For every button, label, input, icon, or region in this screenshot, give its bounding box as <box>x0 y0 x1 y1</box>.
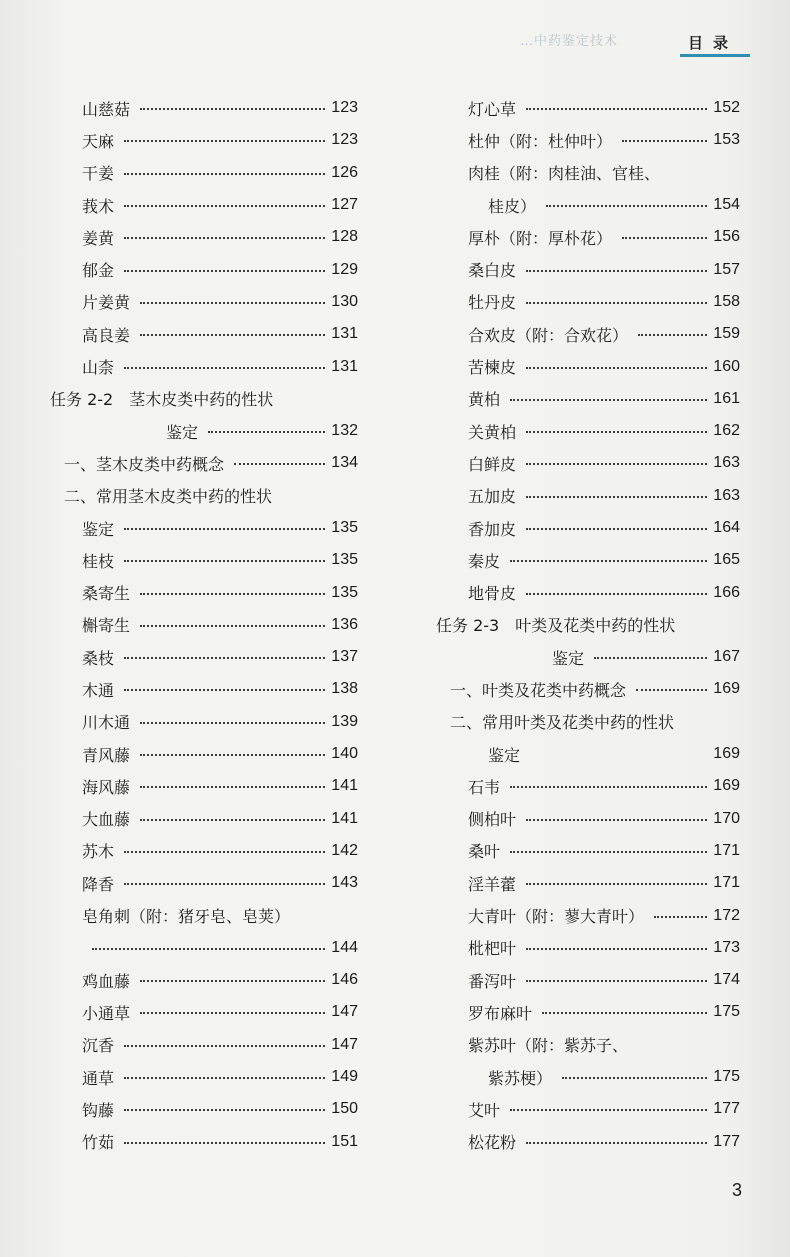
dot-leader <box>526 528 707 530</box>
toc-entry <box>436 964 740 996</box>
toc-entry <box>50 641 358 673</box>
running-header <box>520 26 770 62</box>
toc-entry <box>436 1029 740 1061</box>
toc-entry-title: 青风藤 <box>82 745 131 765</box>
toc-entry-title: 地骨皮 <box>468 584 517 604</box>
toc-entry-title: 厚朴（附：厚朴花） <box>468 228 613 248</box>
toc-entry <box>436 221 740 253</box>
toc-entry-title: 杜仲（附：杜仲叶） <box>468 131 613 151</box>
toc-entry <box>436 447 740 479</box>
toc-entry <box>50 964 358 996</box>
toc-entry-title: 鉴定 <box>82 519 115 539</box>
toc-entry <box>436 706 740 738</box>
dot-leader <box>510 1109 707 1111</box>
toc-entry <box>436 286 740 318</box>
toc-entry-title: 五加皮 <box>468 487 517 507</box>
dot-leader <box>594 657 707 659</box>
toc-entry <box>50 1029 358 1061</box>
toc-entry-title: 槲寄生 <box>82 616 131 636</box>
dot-leader <box>140 593 325 595</box>
toc-entry <box>50 996 358 1028</box>
toc-entry <box>50 770 358 802</box>
toc-entry-page: 153 <box>713 131 740 149</box>
toc-entry-page: 142 <box>331 841 358 859</box>
toc-entry-page: 128 <box>331 228 358 246</box>
toc-entry-page: 130 <box>331 292 358 310</box>
toc-entry-title: 一、茎木皮类中药概念 <box>64 454 225 474</box>
toc-entry-title: 关黄柏 <box>468 422 517 442</box>
toc-entry-title: 小通草 <box>82 1003 131 1023</box>
toc-entry <box>436 415 740 447</box>
toc-entry-page: 129 <box>331 260 358 278</box>
toc-entry-title: 沉香 <box>82 1036 115 1056</box>
toc-entry <box>436 738 740 770</box>
toc-entry-page: 134 <box>331 454 358 472</box>
dot-leader <box>526 302 707 304</box>
dot-leader <box>124 689 325 691</box>
dot-leader <box>124 1142 325 1144</box>
toc-entry-page: 151 <box>331 1132 358 1150</box>
toc-entry <box>50 673 358 705</box>
toc-entry-title: 大血藤 <box>82 810 131 830</box>
toc-entry-title: 合欢皮（附：合欢花） <box>468 325 629 345</box>
toc-entry <box>50 932 358 964</box>
toc-entry-page: 147 <box>331 1035 358 1053</box>
toc-entry-page: 141 <box>331 777 358 795</box>
toc-entry <box>50 447 358 479</box>
toc-entry-page: 137 <box>331 648 358 666</box>
dot-leader <box>510 399 707 401</box>
page-number: 3 <box>732 1180 743 1200</box>
toc-entry-page: 136 <box>331 615 358 633</box>
toc-entry-page: 175 <box>713 1003 740 1021</box>
toc-entry <box>436 899 740 931</box>
toc-entry-title: 二、常用叶类及花类中药的性状 <box>450 713 675 733</box>
toc-entry-page: 161 <box>713 389 740 407</box>
dot-leader <box>140 334 325 336</box>
toc-entry-page: 143 <box>331 874 358 892</box>
toc-entry <box>436 544 740 576</box>
dot-leader <box>638 334 707 336</box>
toc-entry <box>50 1093 358 1125</box>
dot-leader <box>124 270 325 272</box>
toc-entry-title: 竹茹 <box>82 1133 115 1153</box>
toc-entry <box>50 480 358 512</box>
toc-entry-title: 灯心草 <box>468 99 517 119</box>
toc-entry <box>436 512 740 544</box>
toc-entry <box>436 1061 740 1093</box>
toc-entry-title: 天麻 <box>82 131 115 151</box>
toc-entry <box>436 835 740 867</box>
dot-leader <box>124 140 325 142</box>
toc-entry-title: 干姜 <box>82 164 115 184</box>
toc-entry-page: 162 <box>713 422 740 440</box>
dot-leader <box>526 593 707 595</box>
toc-entry-title: 山慈菇 <box>82 99 131 119</box>
toc-entry <box>436 92 740 124</box>
toc-entry-title: 鉴定 <box>488 745 521 765</box>
dot-leader <box>510 851 707 853</box>
toc-entry <box>50 835 358 867</box>
dot-leader <box>124 1077 325 1079</box>
toc-entry-page: 154 <box>713 196 740 214</box>
dot-leader <box>526 496 707 498</box>
toc-entry-page: 149 <box>331 1068 358 1086</box>
dot-leader <box>526 431 707 433</box>
dot-leader <box>526 270 707 272</box>
toc-entry <box>50 92 358 124</box>
toc-entry-page: 177 <box>713 1132 740 1150</box>
toc-entry <box>436 867 740 899</box>
toc-entry <box>436 350 740 382</box>
toc-entry-title: 木通 <box>82 680 115 700</box>
toc-entry-title: 牡丹皮 <box>468 293 517 313</box>
toc-entry-page: 171 <box>713 841 740 859</box>
dot-leader <box>124 528 325 530</box>
toc-entry <box>50 609 358 641</box>
toc-entry-title: 通草 <box>82 1068 115 1088</box>
toc-entry-page: 166 <box>713 583 740 601</box>
dot-leader <box>546 205 707 207</box>
toc-entry <box>436 189 740 221</box>
toc-entry-title: 黄柏 <box>468 390 501 410</box>
dot-leader <box>140 980 325 982</box>
toc-entry-page: 165 <box>713 551 740 569</box>
toc-entry <box>436 673 740 705</box>
toc-entry-title: 鉴定 <box>552 648 585 668</box>
dot-leader <box>124 237 325 239</box>
toc-entry <box>436 609 740 641</box>
header-accent-rule <box>680 54 750 57</box>
toc-entry-page: 164 <box>713 519 740 536</box>
dot-leader <box>526 948 707 950</box>
dot-leader <box>622 237 707 239</box>
dot-leader <box>140 302 325 304</box>
toc-entry-page: 170 <box>713 809 740 827</box>
toc-entry-title: 桂枝 <box>82 551 115 571</box>
toc-entry-title: 大青叶（附：蓼大青叶） <box>468 907 645 927</box>
toc-entry <box>436 1093 740 1125</box>
toc-entry-page: 159 <box>713 325 740 343</box>
toc-entry-title: 桂皮） <box>488 196 537 216</box>
toc-entry-page: 174 <box>713 971 740 989</box>
dot-leader <box>124 367 325 369</box>
toc-entry-page: 135 <box>331 583 358 601</box>
toc-entry-page: 175 <box>713 1068 740 1086</box>
toc-entry <box>50 1126 358 1158</box>
toc-entry-title: 二、常用茎木皮类中药的性状 <box>64 487 273 507</box>
toc-entry-page: 169 <box>713 777 740 795</box>
toc-entry-title: 鸡血藤 <box>82 971 131 991</box>
toc-entry-page: 126 <box>331 163 358 181</box>
toc-entry <box>50 867 358 899</box>
dot-leader <box>526 1142 707 1144</box>
toc-entry-page: 127 <box>331 196 358 214</box>
toc-entry-title: 苦楝皮 <box>468 358 517 378</box>
toc-entry <box>50 350 358 382</box>
toc-entry-page: 160 <box>713 357 740 375</box>
toc-entry-title: 白鲜皮 <box>468 454 517 474</box>
toc-entry <box>50 157 358 189</box>
toc-entry-page: 163 <box>713 454 740 472</box>
dot-leader <box>234 463 325 465</box>
dot-leader <box>208 431 325 433</box>
dot-leader <box>124 657 325 659</box>
toc-entry <box>50 383 358 415</box>
toc-entry-page: 167 <box>713 648 740 666</box>
toc-entry-title: 莪术 <box>82 196 115 216</box>
toc-entry-title: 石韦 <box>468 777 501 797</box>
dot-leader <box>526 819 707 821</box>
toc-right-column <box>436 92 740 1158</box>
toc-entry <box>436 124 740 156</box>
toc-entry <box>436 253 740 285</box>
toc-entry <box>436 770 740 802</box>
header-section-title: 目录 <box>688 34 739 52</box>
dot-leader <box>140 625 325 627</box>
dot-leader <box>140 1012 325 1014</box>
toc-entry-page: 156 <box>713 228 740 246</box>
toc-entry <box>436 480 740 512</box>
toc-entry-title: 一、叶类及花类中药概念 <box>450 680 627 700</box>
toc-entry-title: 秦皮 <box>468 551 501 571</box>
toc-entry <box>436 383 740 415</box>
toc-entry-title: 片姜黄 <box>82 293 131 313</box>
toc-entry-title: 桑叶 <box>468 842 501 862</box>
toc-entry-page: 135 <box>331 551 358 569</box>
toc-entry-title: 侧柏叶 <box>468 810 517 830</box>
toc-entry-title: 淫羊藿 <box>468 874 517 894</box>
toc-entry-page: 171 <box>713 874 740 892</box>
toc-entry-title: 高良姜 <box>82 325 131 345</box>
toc-entry-page: 131 <box>331 357 358 375</box>
toc-entry-title: 番泻叶 <box>468 971 517 991</box>
toc-entry-page: 144 <box>331 938 358 956</box>
dot-leader <box>526 367 707 369</box>
dot-leader <box>92 948 325 950</box>
toc-entry-page: 150 <box>331 1100 358 1118</box>
toc-entry-title: 任务 2-2 茎木皮类中药的性状 <box>50 390 274 410</box>
toc-entry-title: 降香 <box>82 874 115 894</box>
dot-leader <box>124 173 325 175</box>
toc-entry <box>50 899 358 931</box>
toc-entry-page: 140 <box>331 745 358 763</box>
toc-entry <box>50 512 358 544</box>
toc-entry-page: 135 <box>331 519 358 536</box>
toc-entry-title: 紫苏叶（附：紫苏子、 <box>468 1036 629 1056</box>
dot-leader <box>124 851 325 853</box>
toc-entry-title: 桑白皮 <box>468 261 517 281</box>
toc-entry-title: 姜黄 <box>82 228 115 248</box>
dot-leader <box>526 980 707 982</box>
toc-entry <box>50 253 358 285</box>
dot-leader <box>636 689 707 691</box>
toc-entry-title: 枇杷叶 <box>468 939 517 959</box>
toc-entry-page: 157 <box>713 260 740 278</box>
toc-entry-page: 141 <box>331 809 358 827</box>
dot-leader <box>140 754 325 756</box>
toc-entry-page: 177 <box>713 1100 740 1118</box>
toc-entry-page: 123 <box>331 131 358 149</box>
toc-entry <box>50 576 358 608</box>
dot-leader <box>124 205 325 207</box>
toc-entry <box>50 544 358 576</box>
dot-leader <box>124 560 325 562</box>
toc-entry <box>50 318 358 350</box>
toc-entry-page: 152 <box>713 99 740 117</box>
toc-entry-page: 132 <box>331 422 358 440</box>
toc-entry-page: 172 <box>713 906 740 924</box>
toc-entry-title: 海风藤 <box>82 777 131 797</box>
dot-leader <box>510 786 707 788</box>
toc-entry <box>436 576 740 608</box>
dot-leader <box>526 463 707 465</box>
dot-leader <box>140 722 325 724</box>
dot-leader <box>526 883 707 885</box>
dot-leader <box>510 560 707 562</box>
toc-entry <box>436 803 740 835</box>
toc-entry-page: 169 <box>713 680 740 698</box>
dot-leader <box>124 1109 325 1111</box>
toc-entry-title: 郁金 <box>82 261 115 281</box>
toc-entry-page: 123 <box>331 99 358 117</box>
toc-entry-page: 169 <box>713 745 740 763</box>
dot-leader <box>654 916 707 918</box>
dot-leader <box>542 1012 707 1014</box>
dot-leader <box>124 1045 325 1047</box>
toc-entry-page: 131 <box>331 325 358 343</box>
toc-entry <box>436 1126 740 1158</box>
toc-entry-page: 173 <box>713 938 740 956</box>
header-book-title: …中药鉴定技术 <box>520 34 619 49</box>
toc-entry <box>50 803 358 835</box>
toc-entry <box>50 221 358 253</box>
toc-entry <box>50 738 358 770</box>
toc-left-column <box>50 92 358 1158</box>
toc-entry-title: 桑寄生 <box>82 584 131 604</box>
toc-entry-title: 松花粉 <box>468 1133 517 1153</box>
toc-entry-title: 肉桂（附：肉桂油、官桂、 <box>468 164 661 184</box>
toc-entry <box>50 1061 358 1093</box>
toc-entry-page: 146 <box>331 971 358 989</box>
dot-leader <box>140 108 325 110</box>
toc-entry-page: 147 <box>331 1003 358 1021</box>
toc-entry-page: 138 <box>331 680 358 698</box>
toc-entry-title: 山柰 <box>82 358 115 378</box>
toc-entry-title: 香加皮 <box>468 519 517 539</box>
toc-entry <box>50 124 358 156</box>
toc-entry <box>436 318 740 350</box>
toc-entry-title: 皂角刺（附：猪牙皂、皂荚） <box>82 907 291 927</box>
toc-entry <box>50 706 358 738</box>
toc-entry-title: 任务 2-3 叶类及花类中药的性状 <box>436 616 676 636</box>
toc-entry <box>436 641 740 673</box>
toc-entry-page: 139 <box>331 712 358 730</box>
toc-entry-title: 鉴定 <box>166 422 199 442</box>
toc-entry <box>436 996 740 1028</box>
toc-entry-page: 163 <box>713 486 740 504</box>
toc-entry-title: 钩藤 <box>82 1100 115 1120</box>
dot-leader <box>124 883 325 885</box>
toc-entry-title: 苏木 <box>82 842 115 862</box>
toc-entry-title: 紫苏梗） <box>488 1068 553 1088</box>
toc-entry <box>50 189 358 221</box>
toc-entry <box>436 932 740 964</box>
toc-entry-title: 川木通 <box>82 713 131 733</box>
toc-entry <box>50 415 358 447</box>
dot-leader <box>526 108 707 110</box>
toc-entry-page: 158 <box>713 292 740 310</box>
dot-leader <box>562 1077 707 1079</box>
toc-entry-title: 艾叶 <box>468 1100 501 1120</box>
dot-leader <box>622 140 707 142</box>
toc-entry <box>436 157 740 189</box>
dot-leader <box>140 786 325 788</box>
dot-leader <box>140 819 325 821</box>
toc-entry-title: 桑枝 <box>82 648 115 668</box>
toc-entry-title: 罗布麻叶 <box>468 1003 533 1023</box>
toc-entry <box>50 286 358 318</box>
